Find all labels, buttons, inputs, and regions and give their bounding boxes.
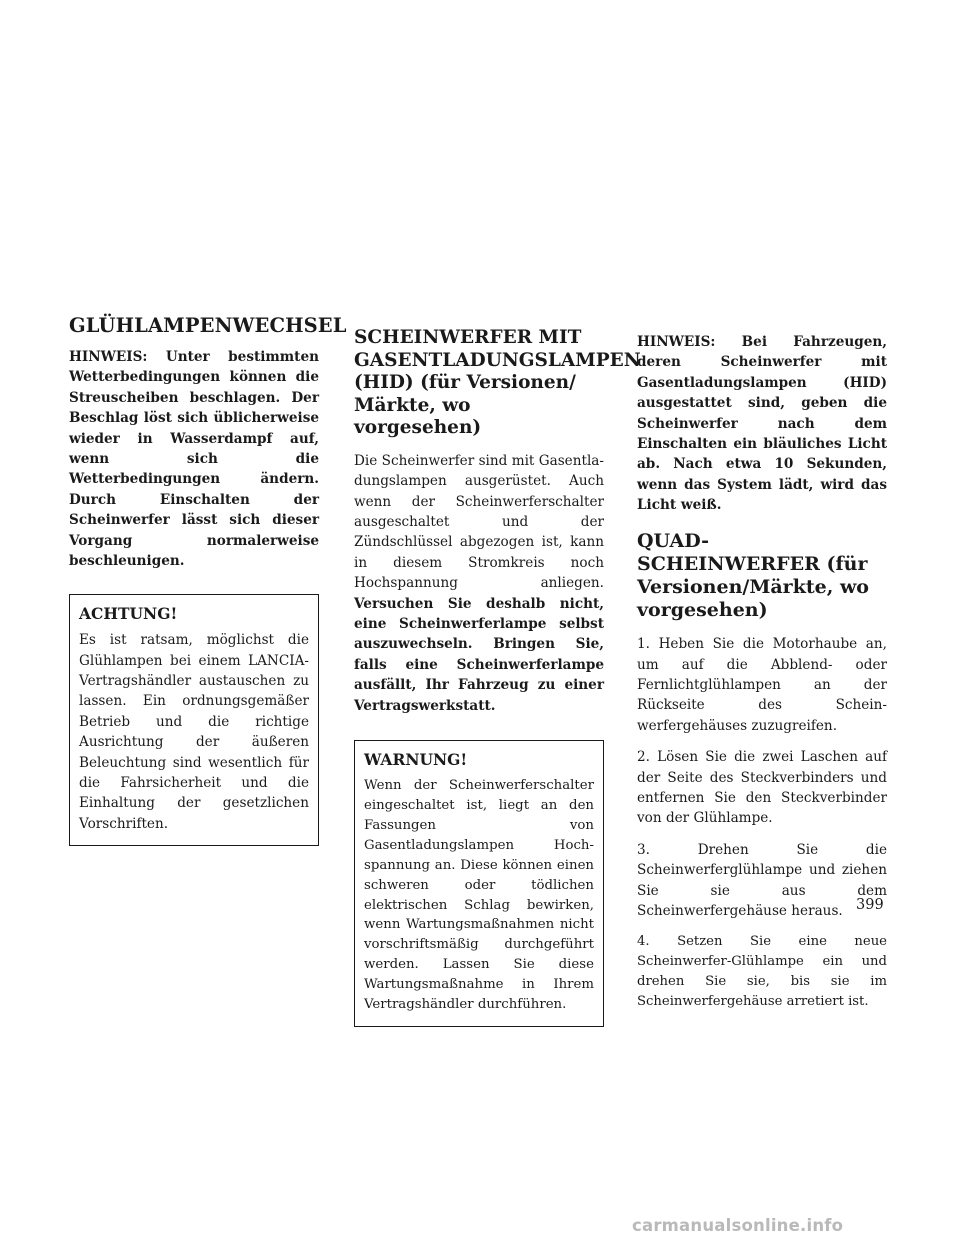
caution-text: Es ist ratsam, möglichst die Glühlampen bei einem LANCIA-Vertragshändler austauschen zu lassen. Ein ordnungsgemäßer Betrieb und die richtige Ausrichtung der äußeren Beleuchtung sind wesentlich für die Fahrsicherheit und die Einhaltung der gesetzlichen Vorschriften. bbox=[79, 632, 309, 832]
step-item: 1. Heben Sie die Motorhaube an, um auf die Abblend- oder Fernlichtglühlampen an der Rückseite des Scheinwerfergehäuses zuzugreifen. bbox=[637, 636, 887, 734]
watermark: carmanualsonline.info bbox=[632, 1216, 844, 1235]
hid-body-bold: Versuchen Sie deshalb nicht, eine Scheinwerferlampe selbst auszuwechseln. Bringen Sie, falls eine Scheinwerferlampe ausfällt, Ihr Fahrzeug zu einer Vertragswerkstatt. bbox=[354, 595, 604, 714]
column-right bbox=[637, 300, 887, 1022]
column-middle bbox=[354, 300, 641, 1027]
hid-body-plain: Die Scheinwerfer sind mit Gasentladungslampen ausgerüstet. Auch wenn der Scheinwerferschalter ausgeschaltet und der Zündschlüssel abgezogen ist, kann in diesem Stromkreis noch Hochspannung anliegen. bbox=[354, 452, 604, 592]
caution-title: ACHTUNG! bbox=[79, 604, 178, 624]
hid-note-paragraph: HINWEIS: Bei Fahrzeugen, deren Scheinwerfer mit Gasentladungslampen (HID) ausgestattet sind, geben die Scheinwerfer nach dem Einschalten ein bläuliches Licht ab. Nach etwa 10 Sekunden, wenn das System lädt, wird das Licht weiß. bbox=[637, 334, 887, 514]
warning-text: Wenn der Scheinwerferschalter eingeschaltet ist, liegt an den Fassungen von Gasentladungslampen Hochspannung an. Diese können einen schweren oder tödlichen elektrischen Schlag bewirken, wenn Wartungsmaßnahmen nicht vorschriftsmäßig durchgeführt werden. Lassen Sie diese Wartungsmaßnahme in Ihrem Vertragshändler durchführen. bbox=[364, 777, 594, 1013]
warning-title: WARNUNG! bbox=[364, 749, 468, 769]
step-item: 4. Setzen Sie eine neue Scheinwerfer-Glühlampe ein und drehen Sie sie, bis sie im Scheinwerfergehäuse arretiert ist. bbox=[637, 934, 887, 1009]
section-heading-bulb-replacement: GLÜHLAMPENWECHSEL bbox=[69, 314, 347, 337]
warning-box bbox=[354, 740, 604, 1027]
section-heading-hid-headlamps: SCHEINWERFER MIT GASENTLADUNGSLAMPEN (HID) (für Versionen/ Märkte, wo vorgesehen) bbox=[354, 327, 641, 439]
step-item: 3. Drehen Sie die Scheinwerferglühlampe und ziehen Sie sie aus dem Scheinwerfergehäuse heraus. bbox=[637, 841, 887, 919]
note-paragraph: HINWEIS: Unter bestimmten Wetterbedingungen können die Streuscheiben beschlagen. Der Beschlag löst sich üblicherweise wieder in Wasserdampf auf, wenn sich die Wetterbedingungen ändern. Durch Einschalten der Scheinwerfer lässt sich dieser Vorgang normalerweise beschleunigen. bbox=[69, 349, 319, 569]
caution-box bbox=[69, 594, 319, 846]
section-heading-quad-headlamps: QUAD-SCHEINWERFER (für Versionen/Märkte, wo vorgesehen) bbox=[637, 529, 869, 622]
hid-body-paragraph bbox=[354, 451, 604, 716]
step-item: 2. Lösen Sie die zwei Laschen auf der Seite des Steckverbinders und entfernen Sie den Steckverbinder von der Glühlampe. bbox=[637, 749, 887, 827]
column-left bbox=[69, 300, 347, 846]
page-number: 399 bbox=[856, 897, 884, 913]
